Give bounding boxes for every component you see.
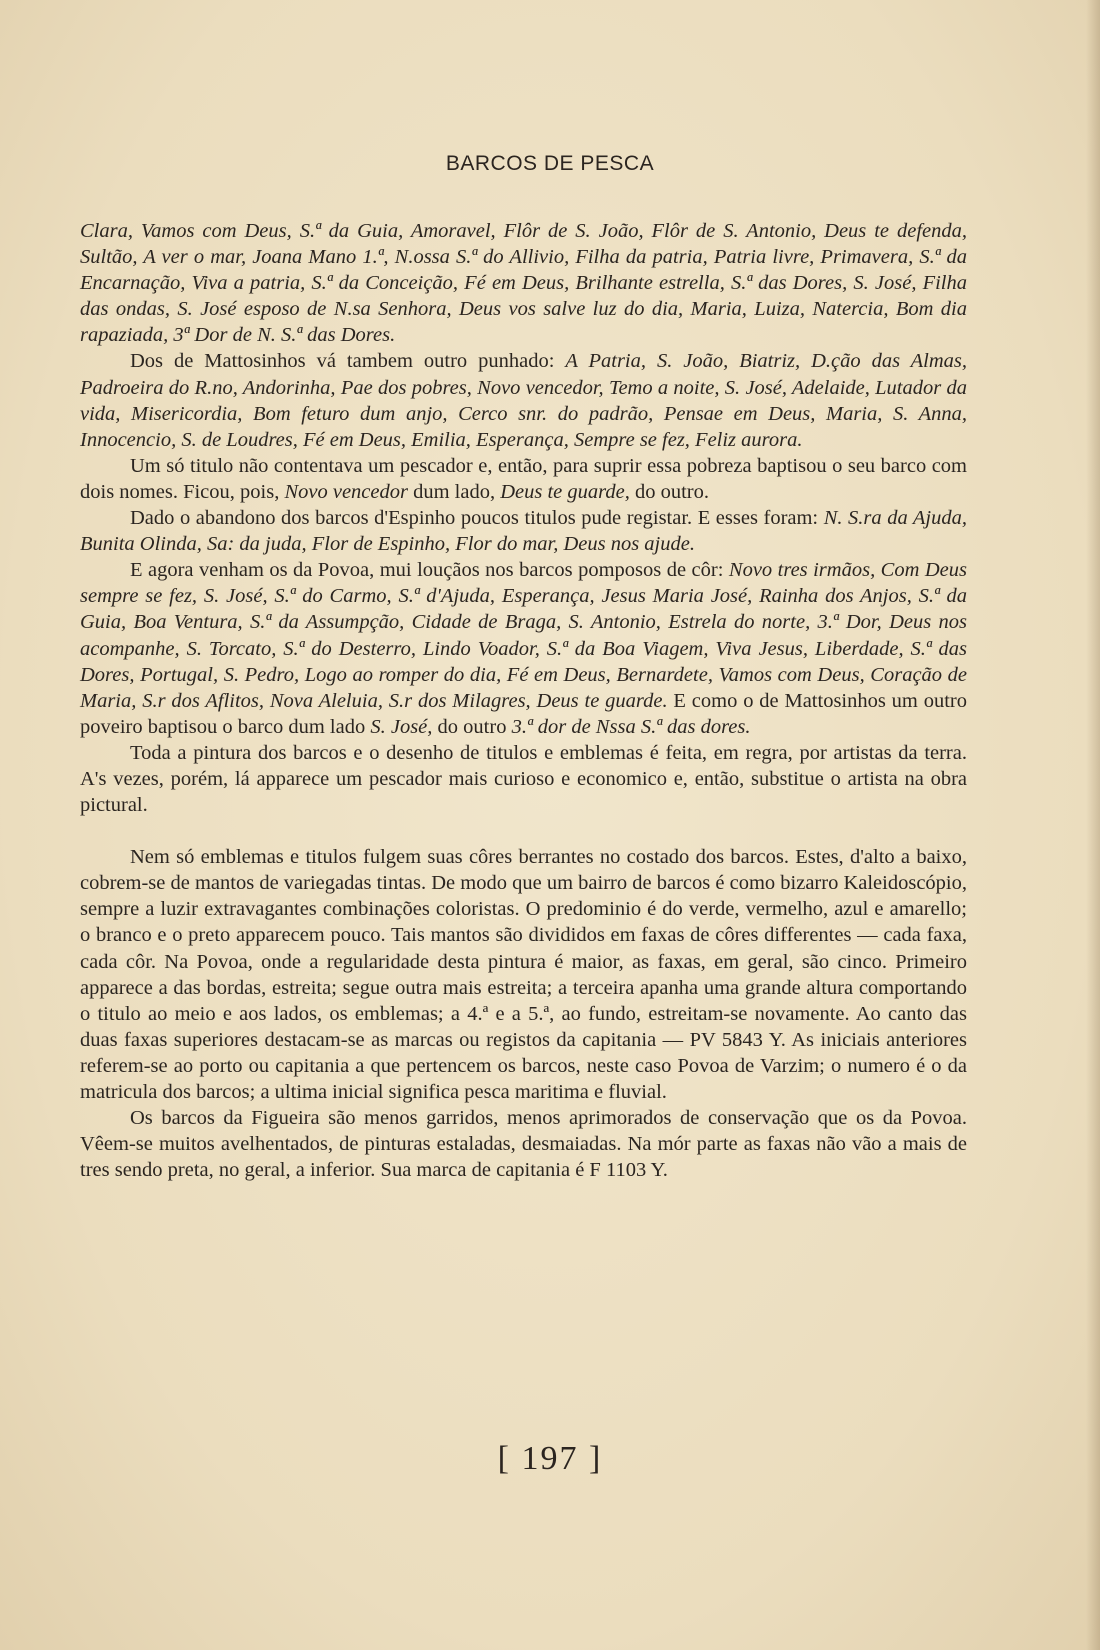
body-text <box>80 218 967 1183</box>
running-title: BARCOS DE PESCA <box>445 152 655 175</box>
paragraph <box>80 1105 967 1183</box>
roman-text: do outro <box>432 715 512 738</box>
roman-text: E agora venham os da Povoa, mui louçãos nos barcos pomposos de côr: <box>130 559 729 582</box>
roman-text: E como o de Mattosinhos um outro poveiro baptisou o barco dum lado <box>80 689 967 738</box>
roman-text: Dado o abandono dos barcos d'Espinho poucos titulos pude registar. E esses foram: <box>130 507 824 530</box>
italic-text: 3.ª dor de Nssa S.ª das dores. <box>511 715 751 738</box>
paragraph <box>80 348 967 452</box>
italic-text: Novo tres irmãos, Com Deus sempre se fez, S. José, S.ª do Carmo, S.ª d'Ajuda, Esperança, Jesus Maria José, Rainha dos Anjos, S.ª da Guia, Boa Ventura, S.ª da Assumpção, Cidade de Braga, S. Antonio, Estrela do norte, 3.ª Dor, Deus nos acompanhe, S. Torcato, S.ª do Desterro, Lindo Voador, S.ª da Boa Viagem, Viva Jesus, Liberdade, S.ª das Dores, Portugal, S. Pedro, Logo ao romper do dia, Fé em Deus, Bernardete, Vamos com Deus, Coração de Maria, S.r dos Aflitos, Nova Aleluia, S.r dos Milagres, Deus te guarde. <box>80 559 967 712</box>
roman-text: dum lado, <box>407 480 501 503</box>
italic-text: Deus te guarde, <box>500 480 630 503</box>
page-number: [ 197 ] <box>497 1440 603 1477</box>
paragraph <box>80 557 967 740</box>
roman-text: Dos de Mattosinhos vá tambem outro punhado: <box>130 350 566 373</box>
roman-text: Um só titulo não contentava um pescador e, então, para suprir essa pobreza baptisou o seu barco com dois nomes. Ficou, pois, <box>80 454 967 503</box>
paragraph <box>80 740 967 818</box>
italic-text: S. José, <box>370 715 433 738</box>
page-edge-shadow <box>1086 0 1100 1650</box>
roman-text: Os barcos da Figueira são menos garridos, menos aprimorados de conservação que os da Povoa. Vêem-se muitos avelhentados, de pinturas estaladas, desmaiadas. Na mór parte as faxas não vão a mais de tres sendo preta, no geral, a inferior. Sua marca de capitania é F 1103 Y. <box>80 1107 967 1182</box>
italic-text: N. S.ra da Ajuda, Bunita Olinda, Sa: da juda, Flor de Espinho, Flor do mar, Deus nos ajude. <box>80 507 968 556</box>
paragraph <box>80 453 967 505</box>
roman-text: Toda a pintura dos barcos e o desenho de titulos e emblemas é feita, em regra, por artistas da terra. A's vezes, porém, lá apparece um pescador mais curioso e economico e, então, substitue o artista na obra pictural. <box>80 741 967 817</box>
paragraph <box>80 218 967 348</box>
italic-text: Clara, Vamos com Deus, S.ª da Guia, Amoravel, Flôr de S. João, Flôr de S. Antonio, Deus te defenda, Sultão, A ver o mar, Joana Mano 1.ª, N.ossa S.ª do Allivio, Filha da patria, Patria livre, Primavera, S.ª da Encarnação, Viva a patria, S.ª da Conceição, Fé em Deus, Brilhante estrella, S.ª das Dores, S. José, Filha das ondas, S. José esposo de N.sa Senhora, Deus vos salve luz do dia, Maria, Luiza, Natercia, Bom dia rapaziada, 3ª Dor de N. S.ª das Dores. <box>80 220 967 347</box>
italic-text: A Patria, S. João, Biatriz, D.ção das Almas, Padroeira do R.no, Andorinha, Pae dos pobres, Novo vencedor, Temo a noite, S. José, Adelaide, Lutador da vida, Misericordia, Bom feturo dum anjo, Cerco snr. do padrão, Pensae em Deus, Maria, S. Anna, Innocencio, S. de Loudres, Fé em Deus, Emilia, Esperança, Sempre se fez, Feliz aurora. <box>80 350 968 451</box>
roman-text: Nem só emblemas e titulos fulgem suas côres berrantes no costado dos barcos. Estes, d'alto a baixo, cobrem-se de mantos de variegadas tintas. De modo que um bairro de barcos é como bizarro Kaleidoscópio, sempre a luzir extravagantes combinações coloristas. O predominio é do verde, vermelho, azul e amarello; o branco e o preto apparecem pouco. Tais mantos são divididos em faxas de côres differentes — cada faxa, cada côr. Na Povoa, onde a regularidade desta pintura é maior, as faxas, em geral, são cinco. Primeiro apparece a das bordas, estreita; segue outra mais estreita; a terceira apanha uma grande altura comportando o titulo ao meio e aos lados, os emblemas; a 4.ª e a 5.ª, ao fundo, estreitam-se novamente. Ao canto das duas faxas superiores destacam-se as marcas ou registos da capitania — PV 5843 Y. As iniciais anteriores referem-se ao porto ou capitania a que pertencem os barcos, neste caso Povoa de Varzim; o numero é o da matricula dos barcos; a ultima inicial significa pesca maritima e fluvial. <box>80 846 967 1103</box>
paragraph <box>80 505 967 557</box>
paragraph <box>80 844 967 1105</box>
italic-text: Novo vencedor <box>284 480 408 503</box>
roman-text: do outro. <box>629 480 710 503</box>
